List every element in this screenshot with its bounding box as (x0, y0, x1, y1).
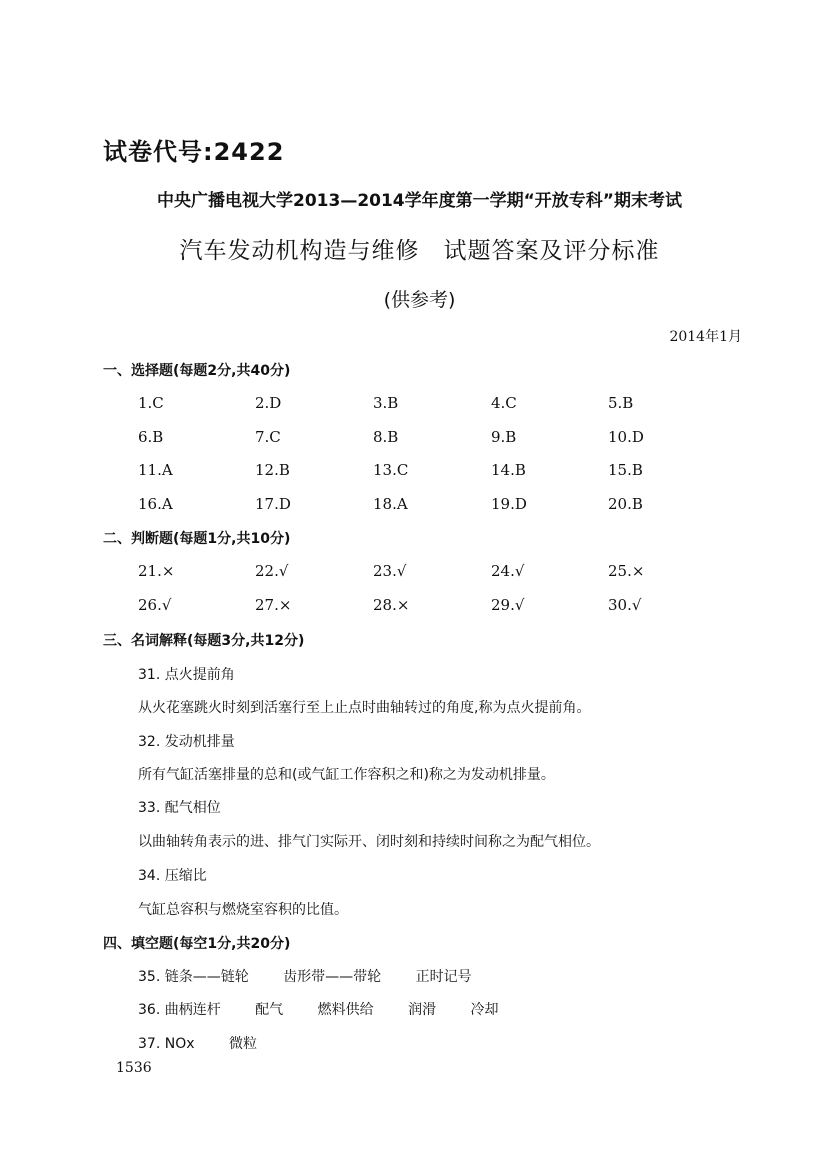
answer-cell: 28.× (373, 595, 410, 614)
answer-cell: 11.A (138, 461, 173, 479)
answer-cell: 15.B (608, 461, 643, 479)
judgement-answers-grid (138, 562, 758, 629)
answer-cell: 26.√ (138, 595, 172, 614)
answer-cell: 9.B (491, 427, 517, 446)
reference-note: (供参考) (383, 289, 456, 311)
answer-cell: 2.D (255, 394, 282, 412)
fill-in-answer: 36. 曲柄连杆 (138, 1002, 221, 1018)
answer-cell: 27.× (255, 595, 292, 614)
fill-in-line (138, 966, 502, 986)
fill-in-answer: 微粒 (228, 1036, 257, 1052)
fill-in-answer: 37. NOx (138, 1036, 195, 1052)
term-definition: 气缸总容积与燃烧室容积的比值。 (138, 902, 348, 918)
answer-cell: 4.C (491, 394, 517, 412)
answer-cell: 20.B (608, 494, 643, 513)
answer-cell: 16.A (138, 494, 173, 513)
term-definition: 所有气缸活塞排量的总和(或气缸工作容积之和)称之为发动机排量。 (138, 767, 555, 783)
answer-cell: 1.C (138, 394, 164, 412)
section-heading-terms: 三、名词解释(每题3分,共12分) (103, 633, 305, 649)
section-heading-judgement: 二、判断题(每题1分,共10分) (103, 531, 291, 547)
answer-cell: 3.B (373, 394, 399, 412)
answer-cell: 25.× (608, 562, 645, 580)
answer-cell: 21.× (138, 562, 175, 580)
answer-cell: 17.D (255, 494, 291, 513)
answer-cell: 6.B (138, 427, 164, 446)
answer-cell: 8.B (373, 427, 399, 446)
answer-cell: 23.√ (373, 562, 407, 580)
answer-cell: 22.√ (255, 562, 289, 580)
answer-cell: 24.√ (491, 562, 525, 580)
fill-in-answer: 齿形带——带轮 (283, 969, 382, 985)
fill-in-answer: 35. 链条——链轮 (138, 969, 249, 985)
answer-row (138, 394, 758, 428)
answer-cell: 5.B (608, 394, 634, 412)
term-title: 31. 点火提前角 (138, 667, 235, 683)
answer-cell: 13.C (373, 461, 409, 479)
fill-in-answer: 冷却 (470, 1002, 499, 1018)
answer-cell: 19.D (491, 494, 527, 513)
answer-cell: 7.C (255, 427, 281, 446)
fill-in-line (138, 1033, 287, 1053)
term-title: 33. 配气相位 (138, 800, 221, 816)
answer-row (138, 596, 758, 630)
term-definition: 从火花塞跳火时刻到活塞行至上止点时曲轴转过的角度,称为点火提前角。 (138, 700, 591, 716)
section-heading-fill-in: 四、填空题(每空1分,共20分) (103, 936, 291, 952)
fill-in-answer: 润滑 (408, 1002, 437, 1018)
answer-cell: 10.D (608, 427, 644, 446)
fill-in-line (138, 999, 529, 1019)
choice-answers-grid (138, 394, 758, 528)
exam-name: 中央广播电视大学2013—2014学年度第一学期“开放专科”期末考试 (157, 191, 682, 211)
term-title: 32. 发动机排量 (138, 734, 235, 750)
answer-cell: 18.A (373, 494, 408, 513)
answer-row (138, 428, 758, 462)
section-heading-choice: 一、选择题(每题2分,共40分) (103, 363, 291, 379)
answer-row (138, 562, 758, 596)
fill-in-answer: 正时记号 (415, 969, 472, 985)
answer-row (138, 495, 758, 529)
term-definition: 以曲轴转角表示的进、排气门实际开、闭时刻和持续时间称之为配气相位。 (138, 834, 600, 850)
answer-cell: 14.B (491, 461, 526, 479)
term-title: 34. 压缩比 (138, 868, 207, 884)
answer-row (138, 461, 758, 495)
paper-code: 试卷代号:2422 (103, 138, 285, 166)
exam-date: 2014年1月 (669, 329, 742, 345)
answer-cell: 30.√ (608, 595, 642, 614)
fill-in-answer: 配气 (255, 1002, 284, 1018)
page-title: 汽车发动机构造与维修 试题答案及评分标准 (179, 238, 660, 264)
page-number: 1536 (116, 1060, 152, 1076)
answer-cell: 12.B (255, 461, 290, 479)
answer-cell: 29.√ (491, 595, 525, 614)
fill-in-answer: 燃料供给 (317, 1002, 374, 1018)
